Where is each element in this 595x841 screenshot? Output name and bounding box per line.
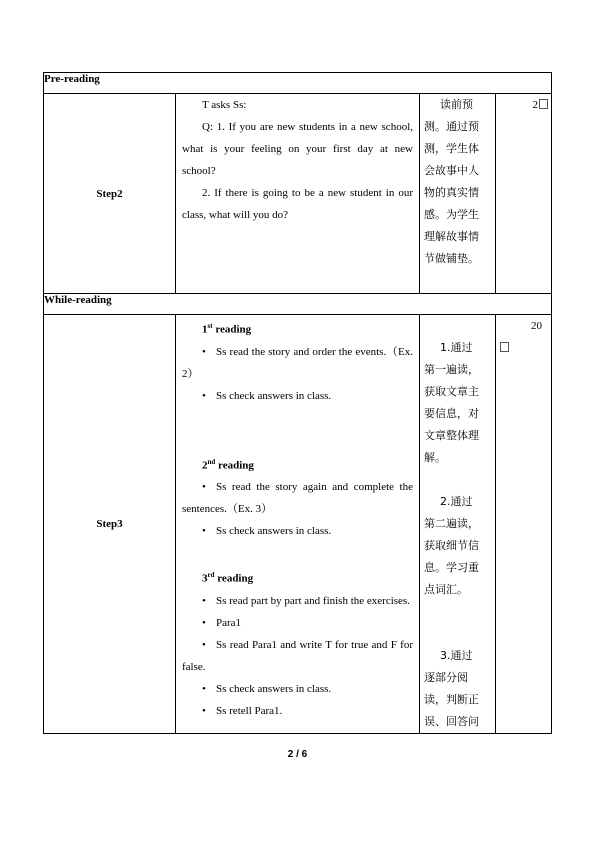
purpose-line: 读，判断正 — [424, 693, 479, 706]
second-reading-heading: 2nd reading — [202, 457, 254, 472]
step3-label: Step3 — [44, 315, 176, 734]
step3-row — [44, 315, 552, 734]
page-number: 2 / 6 — [287, 749, 308, 760]
section-title-while-reading: While-reading — [44, 294, 552, 315]
list-item: • Ss check answers in class. — [202, 682, 332, 695]
step2-time-value: 2 — [532, 99, 538, 111]
missing-glyph-icon — [539, 99, 548, 109]
purpose-line: 3.通过 — [440, 649, 473, 662]
purpose-line: 测，学生体 — [424, 142, 479, 155]
purpose-line: 第二遍读， — [424, 517, 479, 530]
list-item: • Ss read part by part and finish the exercises. — [202, 594, 410, 607]
purpose-line: 解。 — [424, 451, 446, 464]
step2-content — [176, 94, 420, 294]
list-item: • Ss read the story again and complete the sentences.（Ex. 3） — [182, 481, 413, 516]
purpose-line: 测。通过预 — [424, 120, 479, 133]
purpose-line: 1.通过 — [440, 341, 473, 354]
pre-reading-header-row — [44, 73, 552, 94]
purpose-line: 理解故事情 — [424, 230, 479, 243]
purpose-line: 误、回答问 — [424, 715, 479, 728]
purpose-line: 逐部分阅 — [424, 671, 468, 684]
purpose-line: 读前预 — [440, 98, 473, 111]
purpose-line: 文章整体理 — [424, 429, 479, 442]
step2-line-1: T asks Ss: — [202, 99, 247, 111]
while-reading-header-row — [44, 294, 552, 315]
purpose-line: 点词汇。 — [424, 583, 468, 596]
step3-content — [176, 315, 420, 734]
purpose-line: 2.通过 — [440, 495, 473, 508]
step2-line-2: Q: 1. If you are new students in a new school, what is your feeling on your first day at new school? — [182, 121, 413, 177]
purpose-line: 感。为学生 — [424, 208, 479, 221]
step3-purpose — [420, 315, 496, 734]
third-reading-heading: 3rd reading — [202, 571, 254, 585]
purpose-line: 节做铺垫。 — [424, 252, 479, 265]
step3-time — [496, 315, 552, 734]
purpose-line: 会故事中人 — [424, 164, 479, 177]
purpose-line: 获取细节信 — [424, 539, 479, 552]
list-item: • Ss read the story and order the events.（Ex. 2） — [182, 345, 413, 380]
list-item: • Ss check answers in class. — [202, 525, 332, 538]
step3-time-value: 20 — [531, 320, 542, 332]
list-item: • Para1 — [202, 616, 242, 629]
purpose-line: 息。学习重 — [424, 561, 479, 574]
list-item: • Ss check answers in class. — [202, 389, 332, 402]
section-title-pre-reading: Pre-reading — [44, 73, 552, 94]
step2-line-3: 2. If there is going to be a new student in our class, what will you do? — [182, 187, 413, 221]
list-item: • Ss read Para1 and write T for true and F for false. — [182, 638, 413, 673]
step2-row — [44, 94, 552, 294]
step2-purpose — [420, 94, 496, 294]
purpose-line: 第一遍读， — [424, 363, 479, 376]
purpose-line: 要信息，对 — [424, 407, 479, 420]
purpose-line: 物的真实情 — [424, 186, 479, 199]
missing-glyph-icon — [500, 342, 509, 352]
purpose-line: 获取文章主 — [424, 385, 479, 398]
lesson-plan-table — [43, 72, 552, 734]
list-item: • Ss retell Para1. — [202, 704, 283, 717]
step2-time — [496, 94, 552, 294]
first-reading-heading: 1st reading — [202, 322, 252, 336]
step2-label: Step2 — [44, 94, 176, 294]
